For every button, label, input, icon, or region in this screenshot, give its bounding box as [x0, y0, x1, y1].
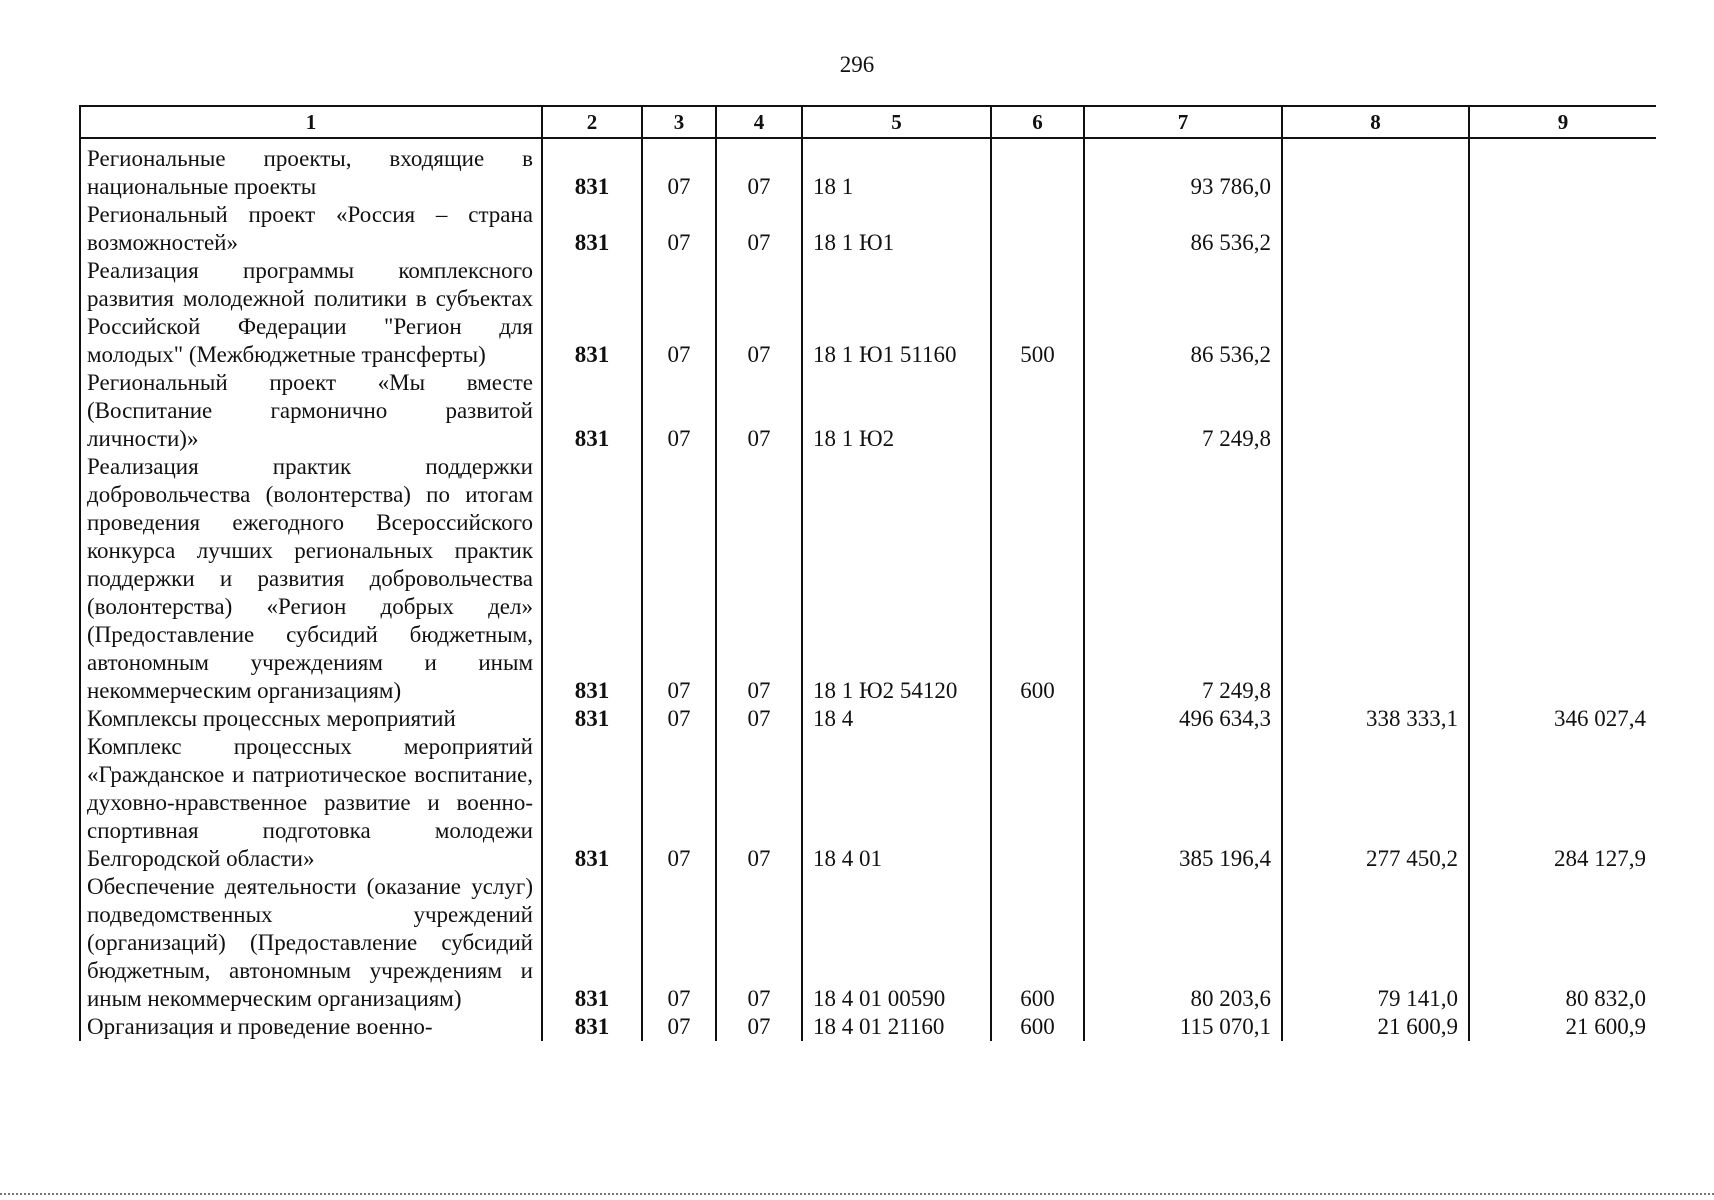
column-header: 2	[542, 106, 642, 138]
amount-col7: 80 203,6	[1084, 873, 1282, 1013]
expense-type-code	[991, 705, 1084, 733]
amount-col9	[1469, 201, 1656, 257]
amount-col9: 80 832,0	[1469, 873, 1656, 1013]
table-row	[80, 733, 1656, 873]
column-header: 7	[1084, 106, 1282, 138]
amount-col7: 93 786,0	[1084, 138, 1282, 201]
amount-col8	[1282, 453, 1469, 705]
amount-col7: 7 249,8	[1084, 453, 1282, 705]
subsection-code: 07	[716, 733, 802, 873]
table-row	[80, 873, 1656, 1013]
amount-col8: 338 333,1	[1282, 705, 1469, 733]
target-article-code: 18 4 01	[802, 733, 991, 873]
amount-col9	[1469, 257, 1656, 369]
subsection-code: 07	[716, 873, 802, 1013]
amount-col8	[1282, 138, 1469, 201]
row-name: Реализация программы комплексного развития молодежной политики в субъектах Российской Федерации "Регион для молодых" (Межбюджетные трансферты)	[80, 257, 542, 369]
row-name: Региональные проекты, входящие в национальные проекты	[80, 138, 542, 201]
section-code: 07	[642, 201, 716, 257]
header-row	[80, 106, 1656, 138]
amount-col8: 21 600,9	[1282, 1013, 1469, 1041]
amount-col7: 86 536,2	[1084, 257, 1282, 369]
column-header: 3	[642, 106, 716, 138]
column-header: 4	[716, 106, 802, 138]
target-article-code: 18 1 Ю2 54120	[802, 453, 991, 705]
subsection-code: 07	[716, 369, 802, 453]
admin-code: 831	[542, 257, 642, 369]
table-row	[80, 705, 1656, 733]
expense-type-code: 500	[991, 257, 1084, 369]
amount-col9: 284 127,9	[1469, 733, 1656, 873]
subsection-code: 07	[716, 138, 802, 201]
row-name: Реализация практик поддержки добровольчества (волонтерства) по итогам проведения ежегодного Всероссийского конкурса лучших региональных практик поддержки и развития добровольчества (волонтерства) «Регион добрых дел» (Предоставление субсидий бюджетным, автономным учреждениям и иным некоммерческим организациям)	[80, 453, 542, 705]
section-code: 07	[642, 873, 716, 1013]
amount-col7: 7 249,8	[1084, 369, 1282, 453]
row-name: Региональный проект «Мы вместе (Воспитание гармонично развитой личности)»	[80, 369, 542, 453]
target-article-code: 18 4 01 00590	[802, 873, 991, 1013]
table-row	[80, 138, 1656, 201]
table-row	[80, 201, 1656, 257]
expense-type-code	[991, 201, 1084, 257]
table-row	[80, 1013, 1656, 1041]
section-code: 07	[642, 733, 716, 873]
table-row	[80, 257, 1656, 369]
target-article-code: 18 4 01 21160	[802, 1013, 991, 1041]
expense-type-code	[991, 733, 1084, 873]
column-header: 8	[1282, 106, 1469, 138]
subsection-code: 07	[716, 453, 802, 705]
section-code: 07	[642, 369, 716, 453]
scan-edge-line	[0, 1193, 1714, 1195]
amount-col8	[1282, 257, 1469, 369]
admin-code: 831	[542, 201, 642, 257]
admin-code: 831	[542, 138, 642, 201]
row-name: Обеспечение деятельности (оказание услуг) подведомственных учреждений (организаций) (Предоставление субсидий бюджетным, автономным учреждениям и иным некоммерческим организациям)	[80, 873, 542, 1013]
amount-col9	[1469, 369, 1656, 453]
target-article-code: 18 1 Ю2	[802, 369, 991, 453]
amount-col7: 115 070,1	[1084, 1013, 1282, 1041]
row-name: Комплекс процессных мероприятий «Гражданское и патриотическое воспитание, духовно-нравственное развитие и военно-спортивная подготовка молодежи Белгородской области»	[80, 733, 542, 873]
amount-col8: 79 141,0	[1282, 873, 1469, 1013]
subsection-code: 07	[716, 257, 802, 369]
column-header: 1	[80, 106, 542, 138]
admin-code: 831	[542, 1013, 642, 1041]
amount-col7: 385 196,4	[1084, 733, 1282, 873]
amount-col9	[1469, 138, 1656, 201]
expense-type-code	[991, 369, 1084, 453]
subsection-code: 07	[716, 201, 802, 257]
admin-code: 831	[542, 705, 642, 733]
target-article-code: 18 1 Ю1 51160	[802, 257, 991, 369]
row-name: Комплексы процессных мероприятий	[80, 705, 542, 733]
budget-table-frame	[79, 105, 1656, 1106]
section-code: 07	[642, 453, 716, 705]
target-article-code: 18 1 Ю1	[802, 201, 991, 257]
table-row	[80, 453, 1656, 705]
amount-col9: 21 600,9	[1469, 1013, 1656, 1041]
amount-col8: 277 450,2	[1282, 733, 1469, 873]
section-code: 07	[642, 705, 716, 733]
expense-type-code: 600	[991, 453, 1084, 705]
amount-col9: 346 027,4	[1469, 705, 1656, 733]
amount-col7: 86 536,2	[1084, 201, 1282, 257]
table-row	[80, 369, 1656, 453]
row-name: Региональный проект «Россия – страна возможностей»	[80, 201, 542, 257]
admin-code: 831	[542, 453, 642, 705]
expense-type-code	[991, 138, 1084, 201]
admin-code: 831	[542, 369, 642, 453]
target-article-code: 18 1	[802, 138, 991, 201]
expense-type-code: 600	[991, 873, 1084, 1013]
column-header: 5	[802, 106, 991, 138]
expense-type-code: 600	[991, 1013, 1084, 1041]
amount-col8	[1282, 369, 1469, 453]
section-code: 07	[642, 1013, 716, 1041]
target-article-code: 18 4	[802, 705, 991, 733]
column-header: 9	[1469, 106, 1656, 138]
row-name: Организация и проведение военно-	[80, 1013, 542, 1041]
column-header: 6	[991, 106, 1084, 138]
amount-col7: 496 634,3	[1084, 705, 1282, 733]
section-code: 07	[642, 257, 716, 369]
amount-col9	[1469, 453, 1656, 705]
admin-code: 831	[542, 873, 642, 1013]
subsection-code: 07	[716, 705, 802, 733]
page-number: 296	[839, 52, 875, 77]
admin-code: 831	[542, 733, 642, 873]
subsection-code: 07	[716, 1013, 802, 1041]
amount-col8	[1282, 201, 1469, 257]
section-code: 07	[642, 138, 716, 201]
budget-table	[79, 105, 1656, 1041]
